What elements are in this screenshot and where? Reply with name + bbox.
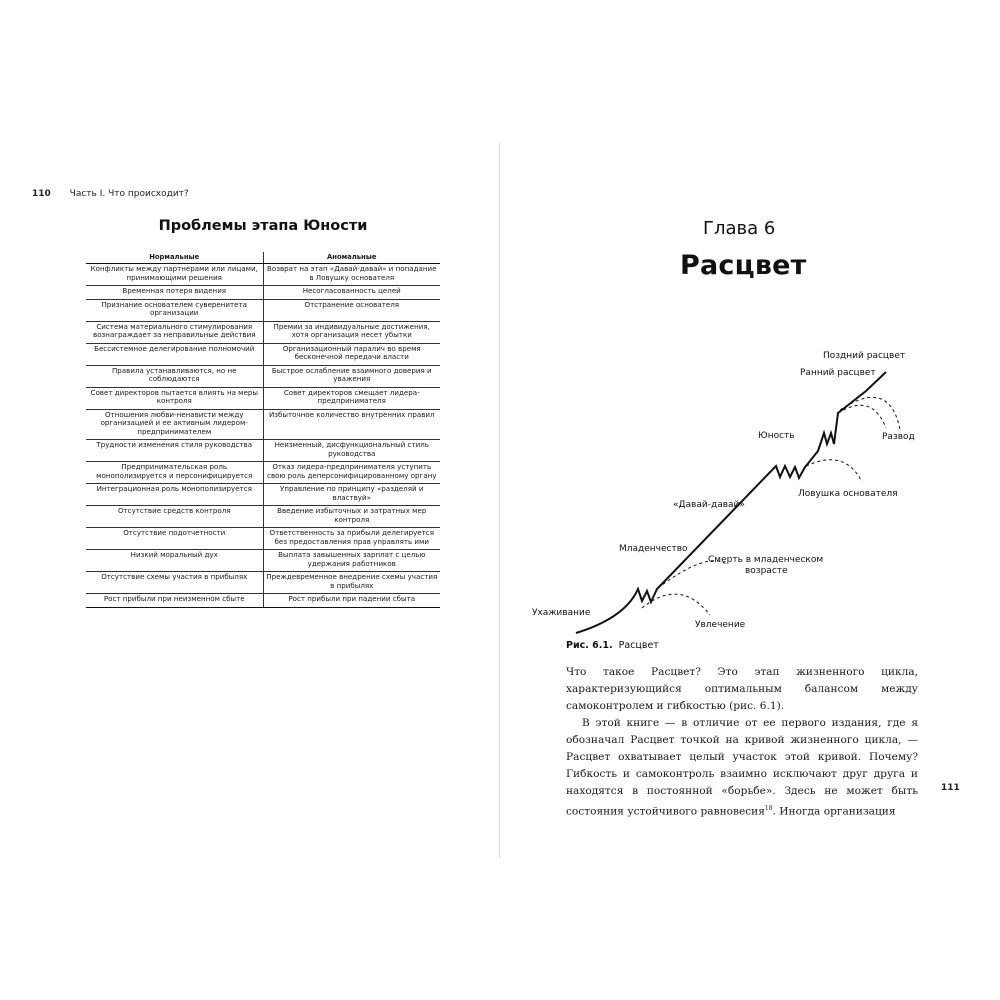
founder-trap-branch xyxy=(806,460,862,482)
cell-abnormal: Отказ лидера-предпринимателя уступить свою роль деперсонифицированному органу xyxy=(263,462,440,484)
table-row xyxy=(86,462,440,484)
cell-normal: Рост прибыли при неизменном сбыте xyxy=(86,594,263,608)
divorce-branch-inner xyxy=(838,405,886,428)
label-infant-death-line1: Смерть в младенческом xyxy=(708,555,824,565)
table-row xyxy=(86,264,440,286)
table-title: Проблемы этапа Юности xyxy=(158,218,368,234)
label-divorce: Развод xyxy=(882,432,915,442)
table-row xyxy=(86,365,440,387)
figure-caption xyxy=(566,640,659,651)
cell-abnormal: Совет директоров смещает лидера-предпринимателя xyxy=(263,387,440,409)
table-row xyxy=(86,409,440,440)
table-row xyxy=(86,387,440,409)
table-row xyxy=(86,484,440,506)
column-header-normal: Нормальные xyxy=(86,252,263,264)
label-affair: Увлечение xyxy=(695,620,746,630)
paragraph xyxy=(566,715,918,821)
label-founder-trap: Ловушка основателя xyxy=(798,489,898,499)
cell-abnormal: Неизменный, дисфункциональный стиль руководства xyxy=(263,440,440,462)
label-early-prime: Ранний расцвет xyxy=(800,368,876,378)
running-head xyxy=(32,189,189,199)
cell-abnormal: Избыточное количество внутренних правил xyxy=(263,409,440,440)
cell-normal: Трудности изменения стиля руководства xyxy=(86,440,263,462)
table-row xyxy=(86,343,440,365)
label-infancy: Младенчество xyxy=(619,544,688,554)
table-row xyxy=(86,299,440,321)
paragraph: Что такое Расцвет? Это этап жизненного цикла, характеризующийся оптимальным балансом между самоконтролем и гибкостью (рис. 6.1). xyxy=(566,666,918,712)
table-row xyxy=(86,594,440,608)
cell-normal: Система материального стимулирования вознаграждает за неправильные действия xyxy=(86,321,263,343)
cell-abnormal: Отстранение основателя xyxy=(263,299,440,321)
cell-normal: Отсутствие схемы участия в прибылях xyxy=(86,572,263,594)
chapter-title: Расцвет xyxy=(680,250,807,281)
paragraph-text: В этой книге — в отличие от ее первого издания, где я обозначал Расцвет точкой на кривой жизненного цикла, — Расцвет охватывает целый участок этой кривой. Почему? Гибкость и самоконтроль взаимно исключают друг друга и находятся в постоянной «борьбе». Здесь не может быть состояния устойчивого равновесия xyxy=(566,717,918,818)
cell-normal: Конфликты между партнерами или лицами, принимающими решения xyxy=(86,264,263,286)
page-number-right: 111 xyxy=(941,783,960,793)
body-text xyxy=(566,664,918,821)
cell-abnormal: Введение избыточных и затратных мер контроля xyxy=(263,506,440,528)
chapter-label: Глава 6 xyxy=(703,218,776,239)
cell-abnormal: Несогласованность целей xyxy=(263,286,440,300)
table-row xyxy=(86,572,440,594)
label-courtship: Ухаживание xyxy=(532,608,591,618)
cell-abnormal: Ответственность за прибыли делегируется без предоставления прав управлять ими xyxy=(263,528,440,550)
cell-abnormal: Премии за индивидуальные достижения, хотя организация несет убытки xyxy=(263,321,440,343)
column-header-abnormal: Аномальные xyxy=(263,252,440,264)
cell-normal: Правила устанавливаются, но не соблюдаются xyxy=(86,365,263,387)
running-head-text: Часть I. Что происходит? xyxy=(69,189,189,199)
youth-problems-table xyxy=(86,252,440,608)
cell-abnormal: Быстрое ослабление взаимного доверия и уважения xyxy=(263,365,440,387)
label-go-go: «Давай-давай» xyxy=(673,500,745,510)
lifecycle-diagram xyxy=(530,340,930,640)
figure-number: Рис. 6.1. xyxy=(566,640,613,651)
table-row xyxy=(86,286,440,300)
label-infant-death-line2: возрасте xyxy=(745,566,788,576)
cell-abnormal: Преждевременное внедрение схемы участия в прибылях xyxy=(263,572,440,594)
cell-abnormal: Выплата завышенных зарплат с целью удержания работников xyxy=(263,550,440,572)
table-row xyxy=(86,550,440,572)
footnote-ref: 18 xyxy=(764,805,773,812)
page-number-left: 110 xyxy=(32,189,51,199)
cell-normal: Совет директоров пытается влиять на меры контроля xyxy=(86,387,263,409)
cell-normal: Низкий моральный дух xyxy=(86,550,263,572)
page-gutter xyxy=(499,143,500,858)
figure-title: Расцвет xyxy=(618,640,659,651)
cell-abnormal: Рост прибыли при падении сбыта xyxy=(263,594,440,608)
cell-normal: Предпринимательская роль монополизируется и персонифицируется xyxy=(86,462,263,484)
label-late-prime: Поздний расцвет xyxy=(823,351,906,361)
divorce-branch-outer xyxy=(840,397,900,430)
table-row xyxy=(86,440,440,462)
cell-normal: Временная потеря видения xyxy=(86,286,263,300)
cell-normal: Отсутствие подотчетности xyxy=(86,528,263,550)
cell-normal: Бессистемное делегирование полномочий xyxy=(86,343,263,365)
cell-normal: Признание основателем суверенитета организации xyxy=(86,299,263,321)
label-youth: Юность xyxy=(758,431,795,441)
cell-normal: Интеграционная роль монополизируется xyxy=(86,484,263,506)
table-row xyxy=(86,528,440,550)
table-row xyxy=(86,321,440,343)
cell-abnormal: Управление по принципу «разделяй и властвуй» xyxy=(263,484,440,506)
cell-normal: Отношения любви-ненависти между организацией и ее активным лидером-предпринимателем xyxy=(86,409,263,440)
paragraph-text-tail: . Иногда организация xyxy=(772,805,896,818)
cell-abnormal: Организационный паралич во время бесконечной передачи власти xyxy=(263,343,440,365)
table-row xyxy=(86,506,440,528)
cell-abnormal: Возврат на этап «Давай-давай» и попадание в Ловушку основателя xyxy=(263,264,440,286)
cell-normal: Отсутствие средств контроля xyxy=(86,506,263,528)
table-body xyxy=(86,264,440,608)
table-header-row xyxy=(86,252,440,264)
